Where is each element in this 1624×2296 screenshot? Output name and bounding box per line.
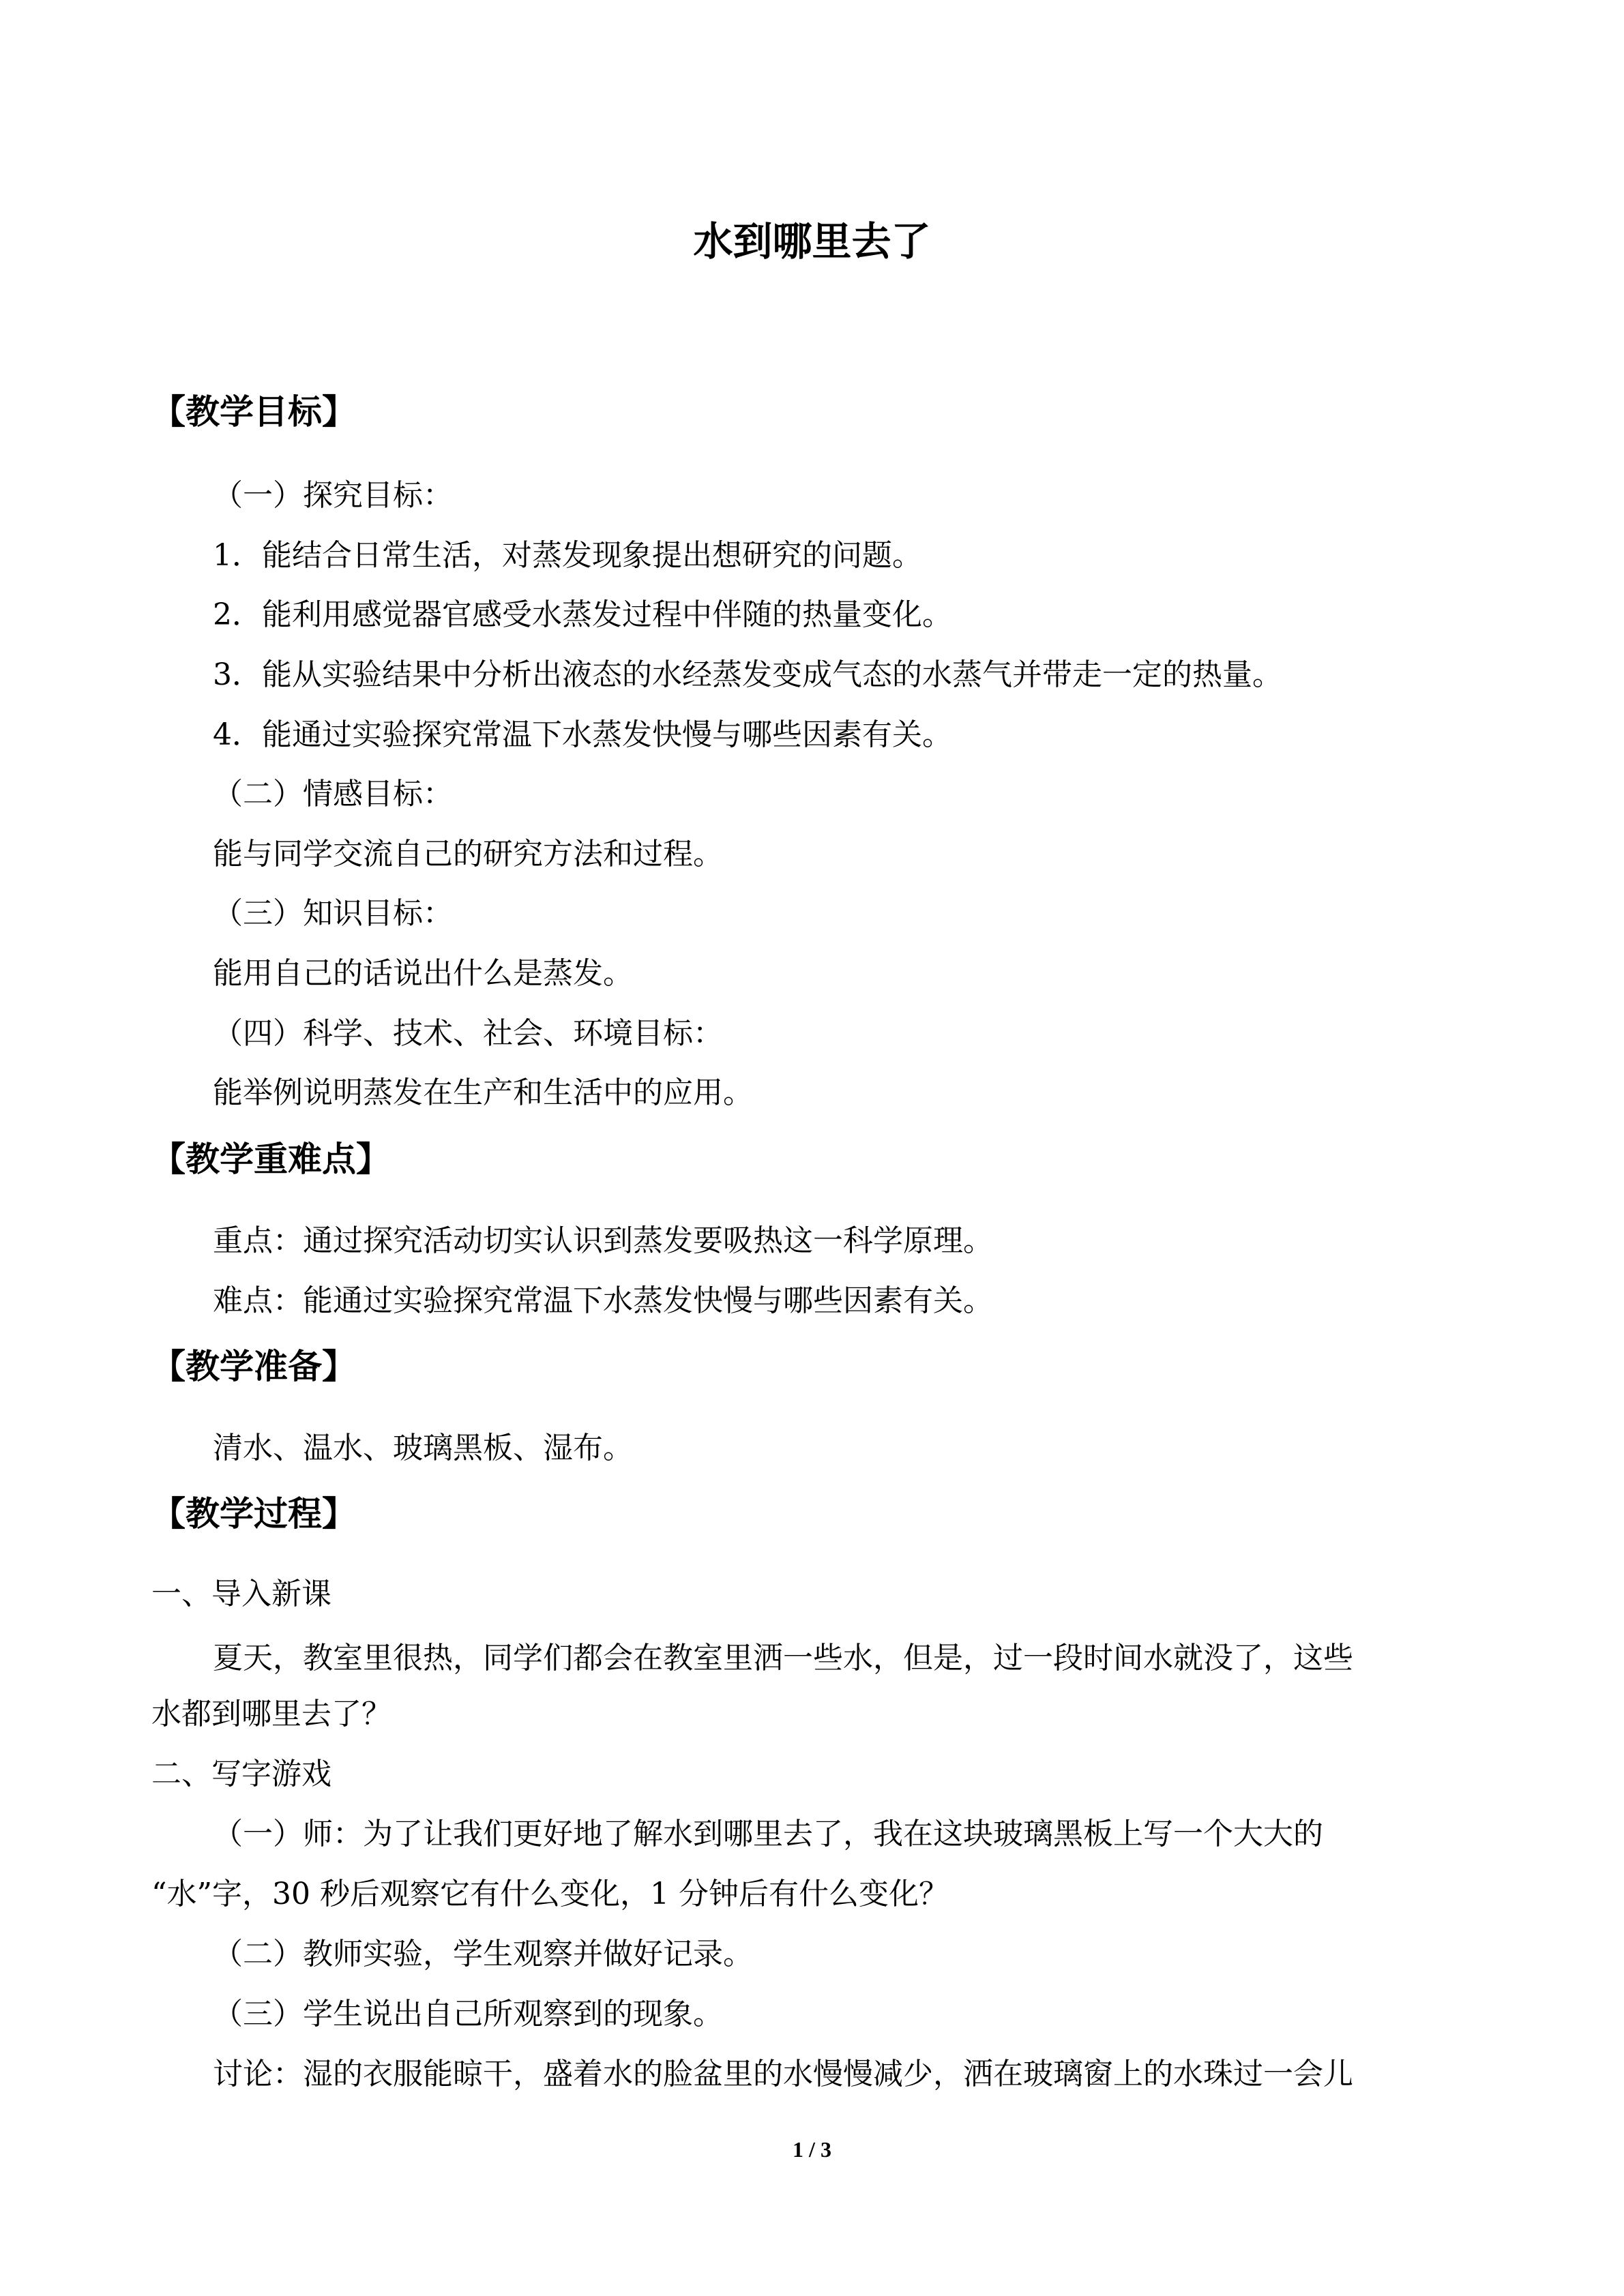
goal-knowledge-text: 能用自己的话说出什么是蒸发。 — [213, 956, 633, 991]
goal-emotion-heading: （二）情感目标： — [213, 777, 453, 811]
goal-item-3: 3．能从实验结果中分析出液态的水经蒸发变成气态的水蒸气并带走一定的热量。 — [213, 657, 1282, 692]
key-point: 重点：通过探究活动切实认识到蒸发要吸热这一科学原理。 — [213, 1223, 993, 1258]
goal-knowledge-heading: （三）知识目标： — [213, 896, 453, 931]
process-section-1-heading: 一、导入新课 — [151, 1577, 331, 1611]
goal-emotion-text: 能与同学交流自己的研究方法和过程。 — [213, 837, 723, 871]
heading-preparation: 【教学准备】 — [151, 1347, 356, 1386]
process-section-2-step-2: （二）教师实验，学生观察并做好记录。 — [213, 1937, 753, 1971]
heading-teaching-process: 【教学过程】 — [151, 1494, 356, 1534]
process-section-2-step-1-line-1: （一）师：为了让我们更好地了解水到哪里去了，我在这块玻璃黑板上写一个大大的 — [213, 1817, 1323, 1851]
process-section-1-paragraph-line-2: 水都到哪里去了？ — [151, 1697, 392, 1731]
goal-item-4: 4．能通过实验探究常温下水蒸发快慢与哪些因素有关。 — [213, 717, 952, 752]
document-title: 水到哪里去了 — [693, 218, 931, 265]
process-section-2-step-1-line-2: “水”字，30 秒后观察它有什么变化，1 分钟后有什么变化？ — [151, 1877, 949, 1911]
process-section-2-step-3: （三）学生说出自己所观察到的现象。 — [213, 1997, 723, 2031]
process-section-2-discussion: 讨论：湿的衣服能晾干，盛着水的脸盆里的水慢慢减少，洒在玻璃窗上的水珠过一会儿 — [213, 2057, 1353, 2091]
heading-key-points: 【教学重难点】 — [151, 1139, 390, 1179]
goal-inquiry-heading: （一）探究目标： — [213, 478, 453, 513]
heading-teaching-goals: 【教学目标】 — [151, 392, 356, 432]
process-section-2-heading: 二、写字游戏 — [151, 1757, 331, 1791]
goal-item-1: 1．能结合日常生活，对蒸发现象提出想研究的问题。 — [213, 538, 922, 573]
difficult-point: 难点：能通过实验探究常温下水蒸发快慢与哪些因素有关。 — [213, 1283, 993, 1318]
process-section-1-paragraph-line-1: 夏天，教室里很热，同学们都会在教室里洒一些水，但是，过一段时间水就没了，这些 — [213, 1641, 1353, 1675]
goal-sts-heading: （四）科学、技术、社会、环境目标： — [213, 1016, 723, 1051]
goal-sts-text: 能举例说明蒸发在生产和生活中的应用。 — [213, 1075, 753, 1110]
page-number: 1 / 3 — [793, 2137, 831, 2162]
goal-item-2: 2．能利用感觉器官感受水蒸发过程中伴随的热量变化。 — [213, 597, 952, 632]
preparation-materials: 清水、温水、玻璃黑板、湿布。 — [213, 1431, 633, 1465]
